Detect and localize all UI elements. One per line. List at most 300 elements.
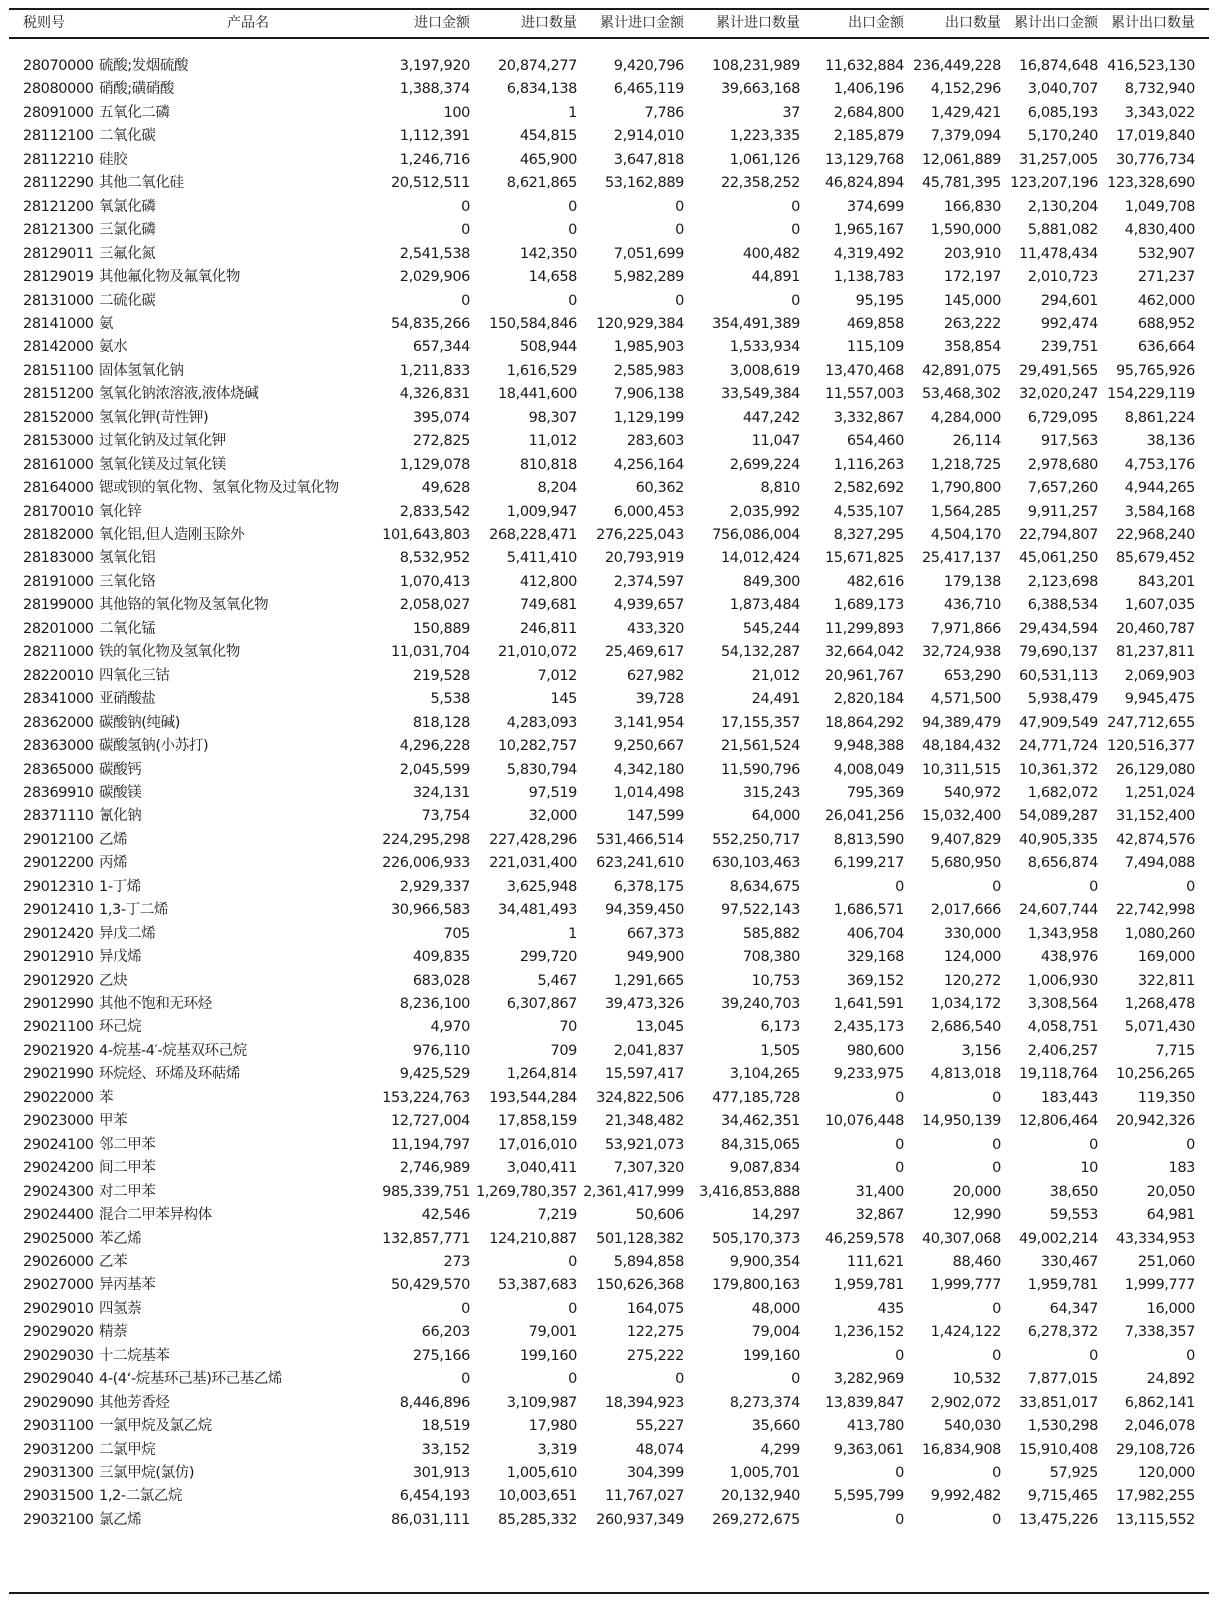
cell-cum-export-qty: 9,945,475 (1124, 691, 1195, 708)
cell-cum-export-value: 10 (1080, 1160, 1098, 1177)
cell-code: 28121300 (23, 222, 94, 239)
cell-product-name: 氢氧化钾(苛性钾) (99, 409, 209, 426)
table-row (0, 781, 1223, 805)
cell-cum-import-value: 21,348,482 (604, 1113, 684, 1130)
cell-cum-export-value: 3,308,564 (1027, 996, 1098, 1012)
cell-product-name: 乙苯 (99, 1253, 128, 1270)
cell-import-value: 273 (443, 1253, 470, 1270)
cell-cum-import-value: 150,626,368 (596, 1277, 684, 1294)
cell-code: 28170010 (23, 503, 94, 520)
cell-cum-export-value: 1,006,930 (1027, 972, 1098, 989)
cell-cum-export-value: 13,475,226 (1018, 1511, 1098, 1528)
cell-cum-export-qty: 8,732,940 (1124, 81, 1195, 98)
table-row (0, 1391, 1223, 1415)
cell-code: 29012200 (23, 855, 94, 872)
cell-cum-import-value: 13,045 (635, 1019, 684, 1036)
cell-import-value: 224,295,298 (382, 831, 470, 848)
cell-import-value: 66,203 (421, 1324, 470, 1341)
table-row (0, 406, 1223, 430)
cell-code: 28201000 (23, 620, 94, 637)
cell-code: 28191000 (23, 573, 94, 590)
cell-cum-export-qty: 183 (1168, 1160, 1195, 1177)
cell-cum-import-qty: 1,533,934 (729, 339, 800, 356)
cell-product-name: 一氯甲烷及氯乙烷 (99, 1418, 212, 1435)
cell-product-name: 五氧化二磷 (99, 104, 170, 121)
cell-export-value: 9,363,061 (833, 1441, 904, 1458)
cell-code: 28091000 (23, 104, 94, 121)
cell-code: 28142000 (23, 339, 94, 356)
cell-code: 29021990 (23, 1066, 94, 1083)
table-row (0, 1203, 1223, 1227)
cell-product-name: 氰化钠 (99, 808, 142, 825)
cell-code: 29031300 (23, 1465, 94, 1481)
table-row (0, 289, 1223, 313)
cell-export-qty: 48,184,432 (921, 738, 1001, 755)
cell-export-qty: 4,284,000 (930, 409, 1001, 426)
cell-cum-import-qty: 6,173 (760, 1019, 800, 1036)
cell-cum-export-value: 19,118,764 (1018, 1066, 1098, 1083)
cell-export-value: 0 (895, 1465, 904, 1481)
table-row (0, 382, 1223, 406)
cell-import-value: 2,541,538 (399, 245, 470, 262)
table-row (0, 546, 1223, 570)
cell-cum-export-qty: 0 (1186, 1347, 1195, 1364)
cell-cum-import-value: 2,914,010 (613, 128, 684, 145)
cell-product-name: 甲苯 (99, 1113, 128, 1130)
table-row (0, 734, 1223, 758)
cell-cum-export-value: 438,976 (1040, 949, 1098, 966)
cell-import-qty: 17,980 (528, 1418, 577, 1435)
cell-export-value: 32,867 (855, 1207, 904, 1224)
cell-export-value: 0 (895, 1089, 904, 1106)
cell-cum-export-value: 7,877,015 (1027, 1371, 1098, 1388)
cell-export-qty: 26,114 (952, 433, 1001, 450)
cell-export-value: 1,236,152 (833, 1324, 904, 1341)
cell-cum-import-value: 667,373 (626, 925, 684, 942)
cell-export-qty: 42,891,075 (921, 362, 1001, 379)
cell-import-qty: 18,441,600 (497, 386, 577, 403)
cell-cum-export-value: 24,771,724 (1018, 738, 1098, 755)
cell-export-value: 15,671,825 (824, 550, 904, 567)
cell-import-qty: 299,720 (519, 949, 577, 966)
cell-cum-import-qty: 3,416,853,888 (699, 1183, 800, 1200)
cell-cum-import-qty: 35,660 (751, 1418, 800, 1435)
cell-export-value: 11,557,003 (824, 386, 904, 403)
table-row (0, 687, 1223, 711)
cell-import-value: 0 (461, 198, 470, 215)
cell-cum-export-qty: 17,982,255 (1115, 1488, 1195, 1505)
cell-cum-import-value: 2,041,837 (613, 1042, 684, 1059)
cell-import-value: 226,006,933 (382, 855, 470, 872)
cell-cum-import-qty: 269,272,675 (712, 1511, 800, 1528)
cell-import-qty: 709 (550, 1042, 577, 1059)
table-row (0, 1484, 1223, 1508)
cell-cum-export-value: 6,085,193 (1027, 104, 1098, 121)
cell-export-value: 4,535,107 (833, 503, 904, 520)
cell-export-qty: 236,449,228 (913, 58, 1001, 74)
cell-cum-import-value: 9,420,796 (613, 58, 684, 74)
cell-cum-export-value: 29,491,565 (1018, 362, 1098, 379)
cell-code: 28080000 (23, 81, 94, 98)
cell-cum-import-qty: 708,380 (742, 949, 800, 966)
cell-cum-export-value: 5,881,082 (1027, 222, 1098, 239)
cell-cum-export-qty: 120,516,377 (1107, 738, 1195, 755)
cell-cum-import-qty: 11,590,796 (720, 761, 800, 778)
cell-code: 28152000 (23, 409, 94, 426)
cell-export-qty: 124,000 (943, 949, 1001, 966)
cell-product-name: 硝酸;磺硝酸 (99, 81, 174, 98)
cell-cum-export-qty: 119,350 (1137, 1089, 1195, 1106)
cell-import-value: 132,857,771 (382, 1230, 470, 1247)
cell-export-value: 2,435,173 (833, 1019, 904, 1036)
cell-cum-import-qty: 24,491 (751, 691, 800, 708)
cell-cum-export-qty: 13,115,552 (1115, 1511, 1195, 1528)
cell-import-qty: 5,411,410 (506, 550, 577, 567)
table-row (0, 969, 1223, 993)
cell-import-value: 301,913 (412, 1465, 470, 1481)
table-row (0, 171, 1223, 195)
cell-product-name: 氢氧化铝 (99, 550, 156, 567)
cell-code: 29023000 (23, 1113, 94, 1130)
cell-cum-import-qty: 48,000 (751, 1300, 800, 1317)
table-row (0, 1344, 1223, 1368)
cell-product-name: 硫酸;发烟硫酸 (99, 58, 189, 74)
cell-import-qty: 17,016,010 (497, 1136, 577, 1153)
cell-export-value: 0 (895, 878, 904, 895)
cell-export-qty: 2,686,540 (930, 1019, 1001, 1036)
cell-export-value: 374,699 (846, 198, 904, 215)
cell-import-value: 2,746,989 (399, 1160, 470, 1177)
cell-cum-export-qty: 2,069,903 (1124, 667, 1195, 684)
cell-cum-import-qty: 0 (791, 1371, 800, 1388)
cell-code: 29024400 (23, 1207, 94, 1224)
cell-cum-export-value: 9,715,465 (1027, 1488, 1098, 1505)
cell-import-qty: 150,584,846 (489, 315, 577, 332)
cell-code: 29012420 (23, 925, 94, 942)
cell-cum-export-value: 12,806,464 (1018, 1113, 1098, 1130)
cell-import-qty: 3,319 (537, 1441, 577, 1458)
table-row (0, 758, 1223, 782)
cell-cum-export-qty: 462,000 (1137, 292, 1195, 309)
cell-product-name: 氨 (99, 315, 114, 332)
cell-cum-import-qty: 14,297 (751, 1207, 800, 1224)
cell-import-value: 1,211,833 (399, 362, 470, 379)
cell-export-qty: 12,990 (952, 1207, 1001, 1224)
cell-export-qty: 4,504,170 (930, 527, 1001, 543)
cell-code: 29012920 (23, 972, 94, 989)
cell-export-value: 31,400 (855, 1183, 904, 1200)
cell-product-name: 三氯化磷 (99, 222, 156, 239)
cell-export-value: 2,820,184 (833, 691, 904, 708)
cell-export-value: 46,259,578 (824, 1230, 904, 1247)
cell-product-name: 固体氢氧化钠 (99, 362, 184, 379)
cell-product-name: 间二甲苯 (99, 1160, 156, 1177)
cell-cum-export-value: 7,657,260 (1027, 480, 1098, 497)
cell-cum-import-value: 2,374,597 (613, 573, 684, 590)
cell-cum-import-qty: 39,663,168 (720, 81, 800, 98)
cell-cum-export-qty: 0 (1186, 878, 1195, 895)
cell-export-value: 0 (895, 1347, 904, 1364)
cell-code: 28112210 (23, 151, 94, 168)
cell-cum-import-value: 3,647,818 (613, 151, 684, 168)
cell-cum-export-value: 4,058,751 (1027, 1019, 1098, 1036)
cell-cum-import-value: 50,606 (635, 1207, 684, 1224)
cell-export-value: 482,616 (846, 573, 904, 590)
cell-code: 29012910 (23, 949, 94, 966)
cell-import-qty: 0 (568, 1371, 577, 1388)
cell-cum-export-qty: 16,000 (1146, 1300, 1195, 1317)
table-bottom-rule (9, 1592, 1209, 1594)
cell-cum-export-value: 16,874,648 (1018, 58, 1098, 74)
cell-import-qty: 246,811 (519, 620, 577, 637)
cell-import-value: 2,045,599 (399, 761, 470, 778)
cell-cum-export-value: 5,938,479 (1027, 691, 1098, 708)
cell-import-qty: 6,307,867 (506, 996, 577, 1012)
header-cum-export-value: 累计出口金额 (1014, 15, 1098, 31)
cell-cum-import-value: 25,469,617 (604, 644, 684, 661)
cell-import-value: 657,344 (412, 339, 470, 356)
cell-export-value: 13,129,768 (824, 151, 904, 168)
cell-export-value: 8,813,590 (833, 831, 904, 848)
cell-code: 28199000 (23, 597, 94, 614)
cell-export-value: 9,948,388 (833, 738, 904, 755)
cell-cum-export-value: 15,910,408 (1018, 1441, 1098, 1458)
cell-cum-export-qty: 22,968,240 (1115, 527, 1195, 543)
cell-cum-export-qty: 2,046,078 (1124, 1418, 1195, 1435)
cell-cum-import-value: 4,342,180 (613, 761, 684, 778)
cell-export-qty: 20,000 (952, 1183, 1001, 1200)
cell-cum-export-value: 2,406,257 (1027, 1042, 1098, 1059)
cell-code: 29029040 (23, 1371, 94, 1388)
cell-cum-import-value: 0 (675, 222, 684, 239)
cell-cum-import-value: 623,241,610 (596, 855, 684, 872)
cell-import-qty: 199,160 (519, 1347, 577, 1364)
cell-cum-export-value: 24,607,744 (1018, 902, 1098, 919)
cell-export-qty: 40,307,068 (921, 1230, 1001, 1247)
table-row (0, 359, 1223, 383)
cell-cum-import-value: 7,307,320 (613, 1160, 684, 1177)
cell-export-qty: 3,156 (961, 1042, 1001, 1059)
table-row (0, 218, 1223, 242)
cell-export-value: 795,369 (846, 784, 904, 801)
cell-cum-export-qty: 85,679,452 (1115, 550, 1195, 567)
table-row (0, 922, 1223, 946)
cell-cum-export-qty: 20,460,787 (1115, 620, 1195, 637)
cell-import-value: 8,236,100 (399, 996, 470, 1012)
cell-cum-import-qty: 199,160 (742, 1347, 800, 1364)
cell-export-value: 1,686,571 (833, 902, 904, 919)
cell-cum-export-value: 8,656,874 (1027, 855, 1098, 872)
cell-cum-export-qty: 0 (1186, 1136, 1195, 1153)
cell-import-qty: 34,481,493 (497, 902, 577, 919)
cell-export-qty: 9,992,482 (930, 1488, 1001, 1505)
table-row (0, 1297, 1223, 1321)
header-import-qty: 进口数量 (521, 15, 577, 31)
cell-code: 29012100 (23, 831, 94, 848)
cell-import-qty: 221,031,400 (489, 855, 577, 872)
cell-product-name: 二氧化锰 (99, 620, 156, 637)
cell-import-qty: 810,818 (519, 456, 577, 473)
cell-export-qty: 145,000 (943, 292, 1001, 309)
cell-import-value: 4,970 (430, 1019, 470, 1036)
cell-import-value: 30,966,583 (390, 902, 470, 919)
cell-cum-export-qty: 64,981 (1146, 1207, 1195, 1224)
cell-import-value: 33,152 (421, 1441, 470, 1458)
cell-cum-import-qty: 1,005,701 (729, 1465, 800, 1481)
cell-cum-import-qty: 8,634,675 (729, 878, 800, 895)
cell-cum-import-qty: 39,240,703 (720, 996, 800, 1012)
cell-product-name: 氢氧化钠浓溶液,液体烧碱 (99, 386, 259, 403)
cell-export-value: 413,780 (846, 1418, 904, 1435)
cell-export-value: 1,406,196 (833, 81, 904, 98)
cell-cum-import-qty: 630,103,463 (712, 855, 800, 872)
cell-cum-import-qty: 849,300 (742, 573, 800, 590)
cell-code: 29032100 (23, 1511, 94, 1528)
cell-import-value: 4,296,228 (399, 738, 470, 755)
cell-product-name: 铁的氧化物及氢氧化物 (99, 644, 240, 661)
cell-cum-export-value: 40,905,335 (1018, 831, 1098, 848)
cell-cum-import-value: 433,320 (626, 620, 684, 637)
cell-product-name: 其他氟化物及氟氧化物 (99, 269, 240, 286)
cell-cum-export-value: 11,478,434 (1018, 245, 1098, 262)
cell-import-value: 275,166 (412, 1347, 470, 1364)
cell-cum-import-qty: 1,061,126 (729, 151, 800, 168)
cell-cum-import-qty: 1,505 (760, 1042, 800, 1059)
cell-cum-import-value: 48,074 (635, 1441, 684, 1458)
header-cum-export-qty: 累计出口数量 (1111, 15, 1195, 31)
cell-code: 28365000 (23, 761, 94, 778)
table-row (0, 335, 1223, 359)
cell-cum-import-value: 1,129,199 (613, 409, 684, 426)
cell-cum-import-qty: 0 (791, 198, 800, 215)
cell-code: 28182000 (23, 527, 94, 543)
cell-cum-import-value: 7,051,699 (613, 245, 684, 262)
cell-import-qty: 454,815 (519, 128, 577, 145)
cell-export-qty: 9,407,829 (930, 831, 1001, 848)
table-row (0, 1086, 1223, 1110)
cell-export-value: 0 (895, 1511, 904, 1528)
cell-cum-import-qty: 17,155,357 (720, 714, 800, 731)
cell-cum-export-qty: 1,049,708 (1124, 198, 1195, 215)
cell-export-qty: 120,272 (943, 972, 1001, 989)
cell-cum-import-value: 11,767,027 (604, 1488, 684, 1505)
cell-cum-import-qty: 21,012 (751, 667, 800, 684)
cell-product-name: 丙烯 (99, 855, 128, 872)
cell-export-value: 4,008,049 (833, 761, 904, 778)
cell-product-name: 二氧化碳 (99, 128, 156, 145)
cell-cum-export-value: 33,851,017 (1018, 1394, 1098, 1411)
cell-cum-export-qty: 7,715 (1155, 1042, 1195, 1059)
table-row (0, 523, 1223, 547)
cell-code: 29012410 (23, 902, 94, 919)
cell-import-value: 8,532,952 (399, 550, 470, 567)
cell-export-value: 11,299,893 (824, 620, 904, 637)
cell-import-value: 409,835 (412, 949, 470, 966)
cell-cum-import-value: 164,075 (626, 1300, 684, 1317)
cell-cum-import-qty: 9,087,834 (729, 1160, 800, 1177)
cell-import-value: 86,031,111 (390, 1511, 470, 1528)
cell-import-value: 2,833,542 (399, 503, 470, 520)
cell-product-name: 四氢萘 (99, 1300, 142, 1317)
header-row (0, 0, 1223, 31)
cell-export-value: 13,470,468 (824, 362, 904, 379)
cell-import-qty: 14,658 (528, 269, 577, 286)
cell-export-qty: 2,017,666 (930, 902, 1001, 919)
cell-cum-import-value: 94,359,450 (604, 902, 684, 919)
cell-code: 29031200 (23, 1441, 94, 1458)
cell-cum-import-qty: 20,132,940 (720, 1488, 800, 1505)
table-row (0, 54, 1223, 78)
cell-import-qty: 1,269,780,357 (476, 1183, 577, 1200)
cell-export-qty: 1,564,285 (930, 503, 1001, 520)
cell-cum-export-value: 992,474 (1040, 315, 1098, 332)
cell-product-name: 乙炔 (99, 972, 128, 989)
cell-cum-export-qty: 4,753,176 (1124, 456, 1195, 473)
cell-product-name: 苯 (99, 1089, 114, 1106)
cell-product-name: 苯乙烯 (99, 1230, 142, 1247)
cell-import-qty: 465,900 (519, 151, 577, 168)
cell-import-value: 42,546 (421, 1207, 470, 1224)
cell-export-qty: 5,680,950 (930, 855, 1001, 872)
cell-import-qty: 21,010,072 (497, 644, 577, 661)
cell-code: 28141000 (23, 315, 94, 332)
cell-cum-import-value: 7,786 (644, 104, 684, 121)
cell-cum-import-qty: 9,900,354 (729, 1253, 800, 1270)
cell-export-qty: 4,571,500 (930, 691, 1001, 708)
cell-cum-export-qty: 17,019,840 (1115, 128, 1195, 145)
header-import-value: 进口金额 (414, 15, 470, 31)
cell-cum-import-value: 276,225,043 (596, 527, 684, 543)
cell-product-name: 氯乙烯 (99, 1511, 142, 1528)
cell-cum-export-value: 239,751 (1040, 339, 1098, 356)
cell-product-name: 氨水 (99, 339, 128, 356)
cell-code: 28070000 (23, 58, 94, 74)
cell-product-name: 亚硝酸盐 (99, 691, 156, 708)
cell-cum-import-value: 0 (675, 198, 684, 215)
cell-cum-export-value: 1,343,958 (1027, 925, 1098, 942)
cell-export-qty: 653,290 (943, 667, 1001, 684)
table-row (0, 804, 1223, 828)
cell-code: 29012990 (23, 996, 94, 1012)
cell-export-value: 46,824,894 (824, 175, 904, 192)
cell-cum-import-qty: 0 (791, 292, 800, 309)
cell-export-value: 369,152 (846, 972, 904, 989)
cell-product-name: 硅胶 (99, 151, 128, 168)
table-row (0, 429, 1223, 453)
cell-product-name: 4-(4‘-烷基环己基)环己基乙烯 (99, 1371, 283, 1388)
cell-code: 28371110 (23, 808, 94, 825)
cell-import-qty: 85,285,332 (497, 1511, 577, 1528)
cell-export-value: 0 (895, 1160, 904, 1177)
cell-cum-export-qty: 154,229,119 (1107, 386, 1195, 403)
table-row (0, 242, 1223, 266)
cell-cum-import-qty: 54,132,287 (720, 644, 800, 661)
cell-export-qty: 540,030 (943, 1418, 1001, 1435)
cell-cum-export-value: 64,347 (1049, 1300, 1098, 1317)
cell-product-name: 其他不饱和无环烃 (99, 996, 212, 1012)
cell-import-value: 818,128 (412, 714, 470, 731)
cell-cum-import-qty: 108,231,989 (712, 58, 800, 74)
cell-cum-import-qty: 505,170,373 (712, 1230, 800, 1247)
cell-cum-export-qty: 24,892 (1146, 1371, 1195, 1388)
cell-code: 29031500 (23, 1488, 94, 1505)
cell-import-value: 153,224,763 (382, 1089, 470, 1106)
cell-export-value: 2,684,800 (833, 104, 904, 121)
cell-import-qty: 7,012 (537, 667, 577, 684)
table-row (0, 1062, 1223, 1086)
cell-import-value: 101,643,803 (382, 527, 470, 543)
cell-cum-import-qty: 1,223,335 (729, 128, 800, 145)
